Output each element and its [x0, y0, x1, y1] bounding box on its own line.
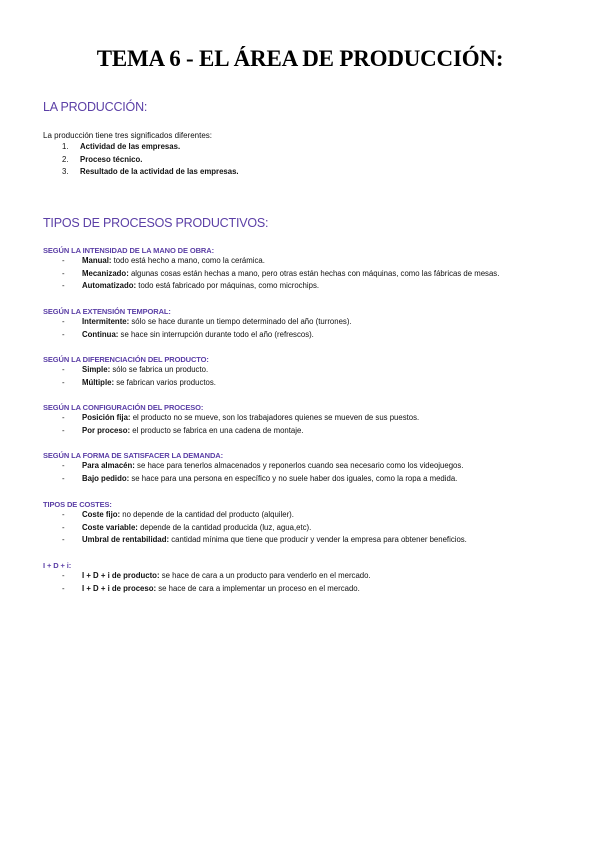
bullet-dash: - [62, 461, 65, 470]
bullet-dash: - [62, 583, 65, 593]
item-term: I + D + i de proceso: [82, 583, 157, 593]
item-term: Para almacén: [82, 461, 135, 470]
list-number: 3. [62, 167, 69, 176]
list-item-text: Proceso técnico. [80, 154, 143, 164]
bullet-dash: - [62, 571, 65, 580]
item-term: Simple: [82, 365, 111, 374]
page-title: TEMA 6 - EL ÁREA DE PRODUCCIÓN: [96, 46, 504, 71]
item-term: Manual: [82, 256, 112, 265]
bullet-dash: - [62, 535, 65, 544]
item-term: Intermitente: [82, 317, 130, 326]
item-term: Automatizado: [82, 281, 137, 290]
item-description: sólo se hace durante un tiempo determinado del año (turrones). [129, 317, 352, 326]
list-item-text: Resultado de la actividad de las empresas. [80, 167, 239, 176]
item-description: se hace de cara a implementar un proceso en el mercado. [156, 583, 360, 593]
bullet-dash: - [62, 317, 65, 326]
item-description: cantidad mínima que tiene que producir y vender la empresa para obtener beneficios. [169, 535, 467, 544]
bullet-dash: - [62, 522, 65, 532]
item-description: sólo se fabrica un producto. [110, 365, 209, 374]
list-number: 1. [62, 142, 69, 151]
bullet-dash: - [62, 510, 65, 519]
bullet-dash: - [62, 377, 65, 387]
list-item-text: Actividad de las empresas. [80, 142, 181, 151]
production-heading: LA PRODUCCIÓN: [43, 100, 148, 114]
item-term: Continua: [82, 329, 119, 339]
item-description: depende de la cantidad producida (luz, agua,etc). [137, 522, 312, 532]
item-description: el producto no se mueve, son los trabajadores quienes se mueven de sus puestos. [130, 413, 420, 422]
production-intro: La producción tiene tres significados diferentes: [43, 131, 212, 140]
item-description: todo está fabricado por máquinas, como microchips. [136, 281, 320, 290]
bullet-dash: - [62, 329, 65, 339]
item-description: se hace sin interrupción durante todo el año (refrescos). [118, 329, 314, 339]
list-number: 2. [62, 154, 69, 164]
item-description: el producto se fabrica en una cadena de montaje. [130, 425, 304, 435]
item-term: I + D + i de producto: [82, 571, 160, 580]
bullet-dash: - [62, 281, 65, 290]
item-term: Umbral de rentabilidad: [82, 535, 170, 544]
bullet-dash: - [62, 413, 65, 422]
item-description: se hace de cara a un producto para venderlo en el mercado. [159, 571, 371, 580]
bullet-dash: - [62, 365, 65, 374]
item-description: se hace para una persona en específico y no suele haber dos iguales, como la ropa a medida. [129, 473, 458, 483]
section-heading: I + D + i: [43, 561, 72, 570]
processes-heading: TIPOS DE PROCESOS PRODUCTIVOS: [43, 216, 269, 230]
item-term: Posición fija: [82, 413, 131, 422]
bullet-dash: - [62, 425, 65, 435]
item-description: todo está hecho a mano, como la cerámica. [111, 256, 265, 265]
section-heading: TIPOS DE COSTES: [43, 500, 112, 509]
item-description: algunas cosas están hechas a mano, pero otras están hechas con máquinas, como las fábricas de mesas. [128, 268, 500, 278]
item-term: Coste fijo: [82, 510, 121, 519]
section-heading: SEGÚN LA DIFERENCIACIÓN DEL PRODUCTO: [43, 355, 209, 364]
item-term: Coste variable: [82, 522, 138, 532]
item-description: se fabrican varios productos. [114, 377, 216, 387]
section-heading: SEGÚN LA INTENSIDAD DE LA MANO DE OBRA: [43, 246, 214, 255]
bullet-dash: - [62, 473, 65, 483]
bullet-dash: - [62, 256, 65, 265]
item-term: Mecanizado: [82, 268, 129, 278]
section-heading: SEGÚN LA CONFIGURACIÓN DEL PROCESO: [43, 403, 204, 412]
item-description: se hace para tenerlos almacenados y reponerlos cuando sea necesario como los videojuegos. [134, 461, 464, 470]
section-heading: SEGÚN LA EXTENSIÓN TEMPORAL: [43, 307, 171, 316]
item-description: no depende de la cantidad del producto (alquiler). [120, 510, 294, 519]
section-heading: SEGÚN LA FORMA DE SATISFACER LA DEMANDA: [43, 451, 224, 460]
item-term: Por proceso: [82, 425, 131, 435]
bullet-dash: - [62, 268, 65, 278]
item-term: Bajo pedido: [82, 473, 130, 483]
item-term: Múltiple: [82, 377, 115, 387]
